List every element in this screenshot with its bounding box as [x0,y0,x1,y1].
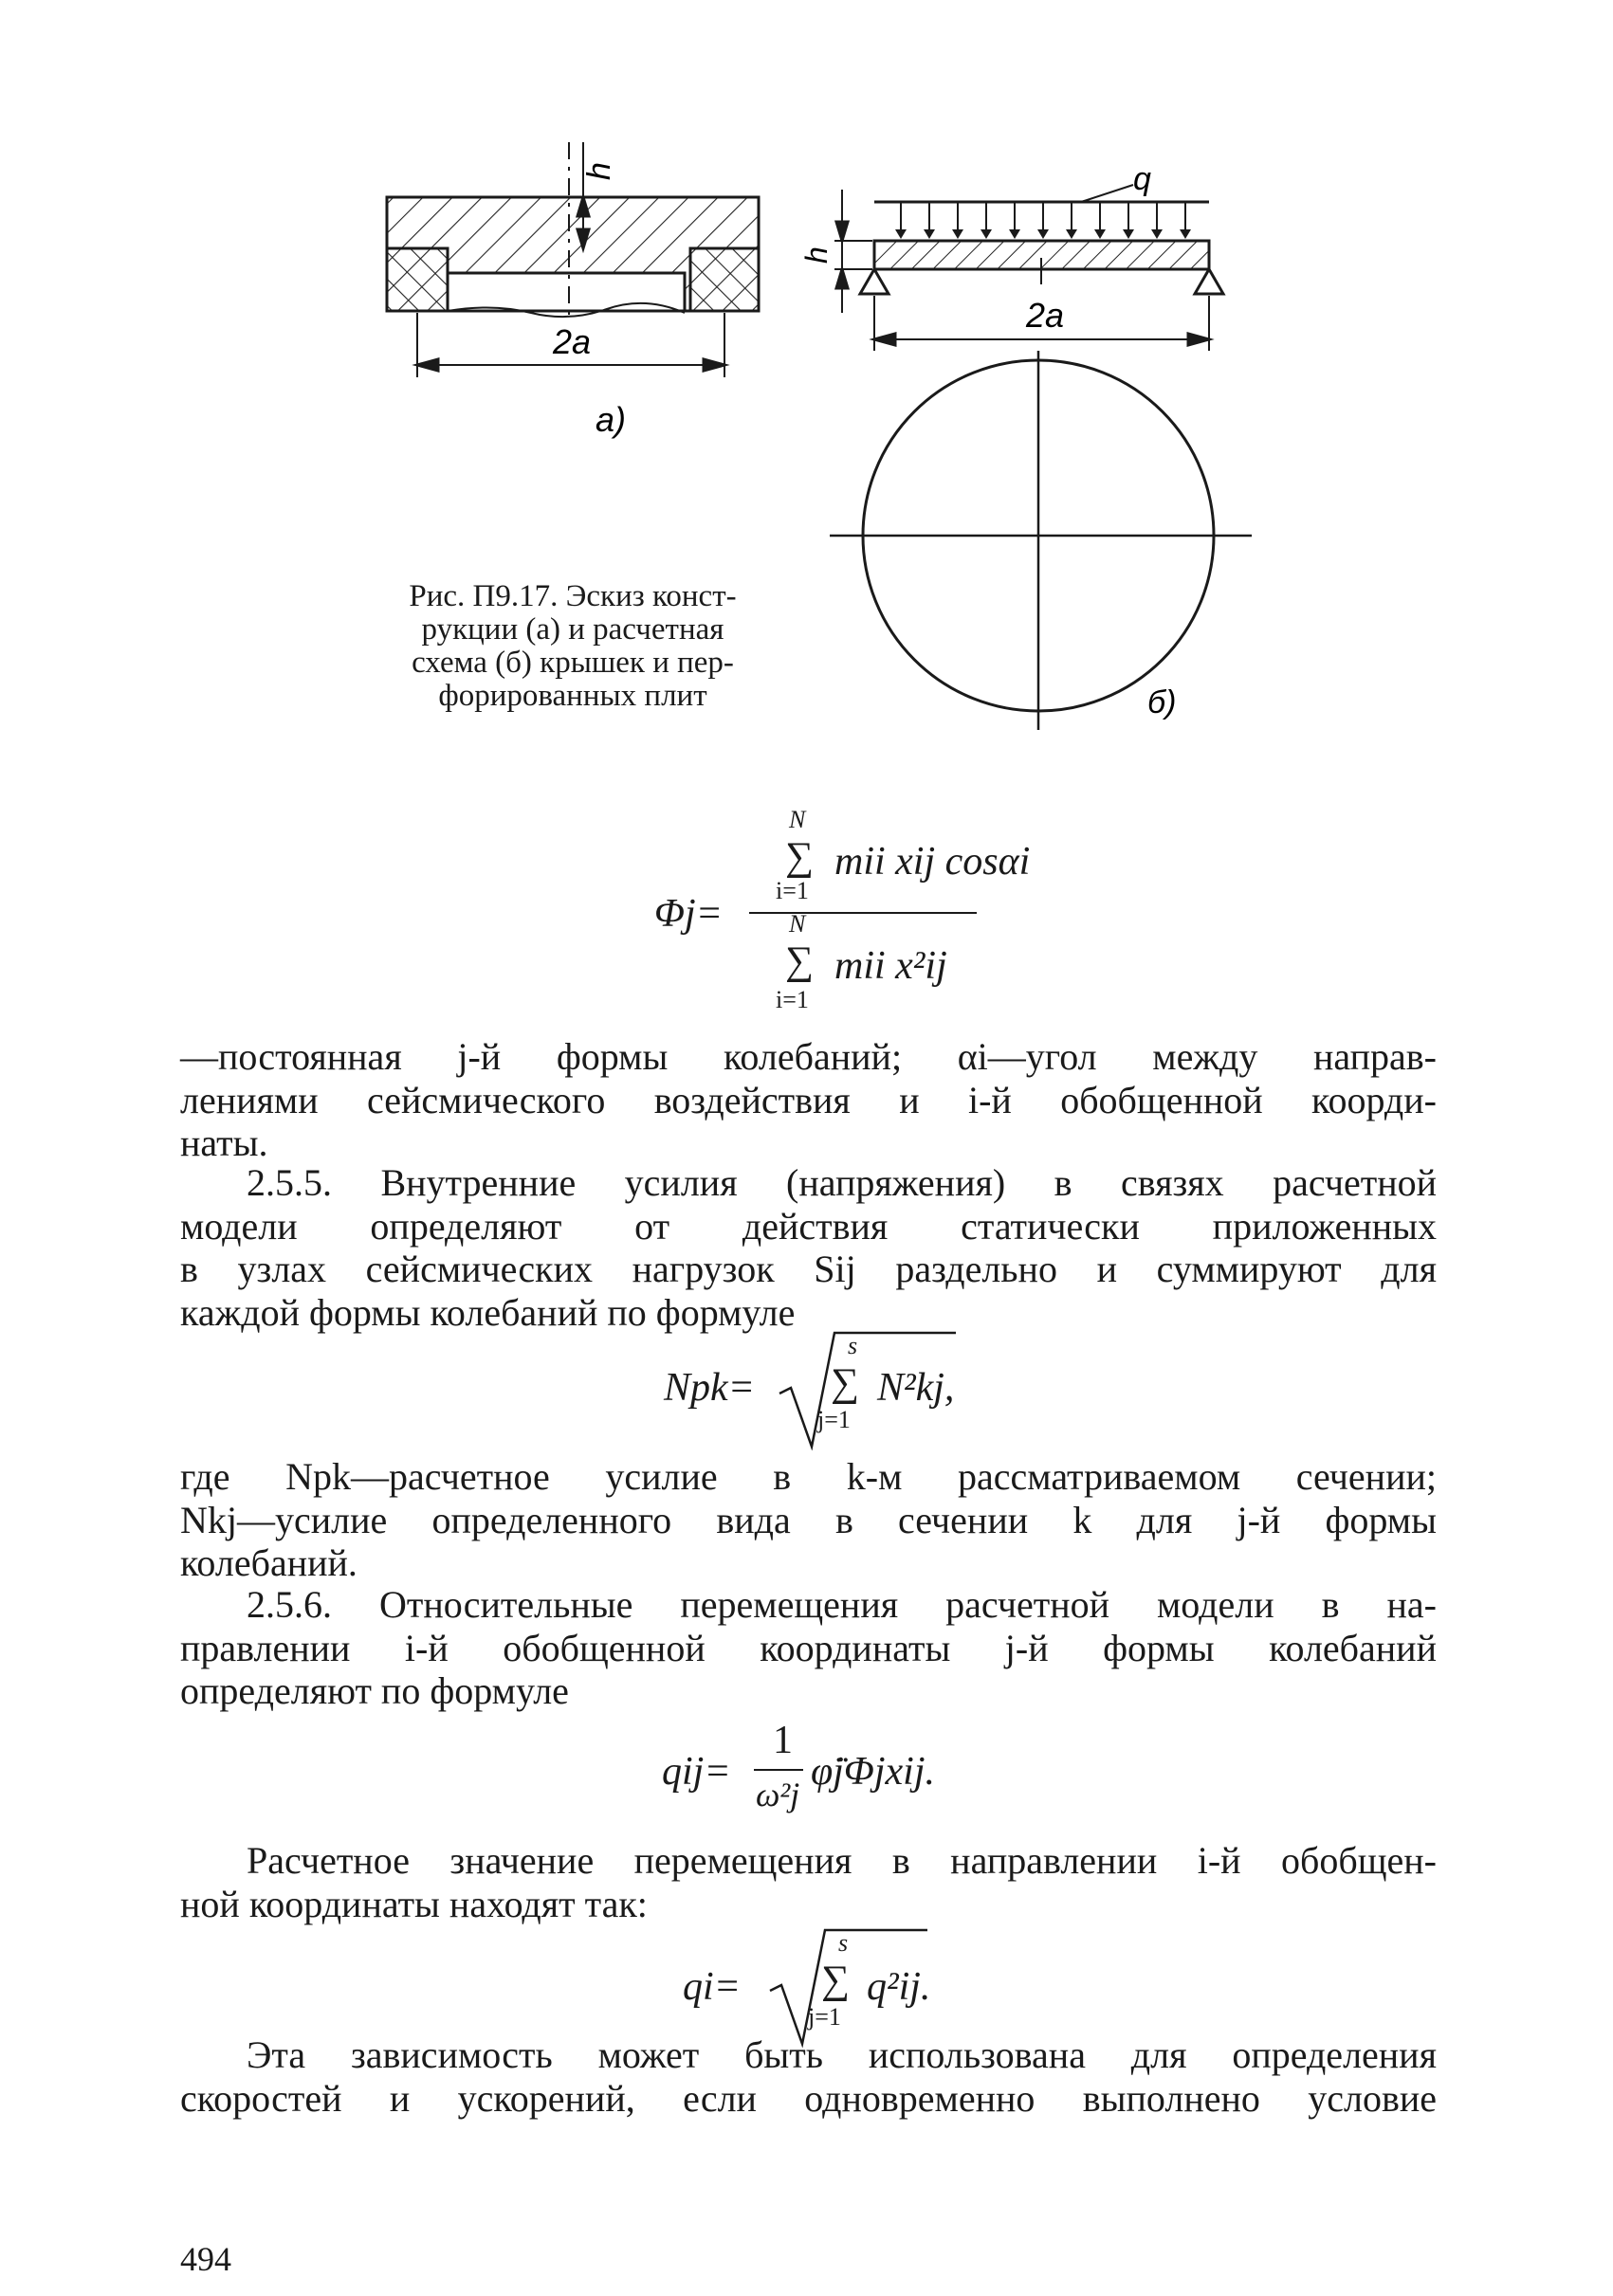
sum-sign: ∑ [785,835,814,879]
dim-2a-left: 2a [553,322,592,361]
paragraph-2-5-6 [180,1583,1437,1713]
n-term: N²kj, [877,1366,955,1410]
sum-sign: ∑ [831,1361,859,1405]
sum-bottom: j=1 [817,1406,851,1433]
text-line: модели определяют от действия статически приложенных [180,1204,1437,1248]
paragraph-final [180,2033,1437,2120]
caption-line: рукции (а) и расчетная [421,612,724,647]
h-label-right: h [799,246,834,264]
figure-caption [374,580,772,713]
caption-line: форированных плит [438,679,707,713]
sum-top: s [838,1929,849,1957]
qij-rhs: φ̈jΦjxij. [811,1750,936,1794]
page-number: 494 [180,2240,231,2278]
text-line: 2.5.5. Внутренние усилия (напряжения) в связях расчетной [247,1161,1437,1204]
caption-line: Рис. П9.17. Эскиз конст- [409,579,737,613]
sum-top: N [789,910,806,938]
sum-sign: ∑ [821,1959,850,2002]
caption-line: схема (б) крышек и пер- [412,646,734,680]
sum-top: s [848,1332,858,1359]
dim-2a-right: 2a [1026,296,1065,335]
sum-top: N [789,806,806,833]
fraction-num: 1 [773,1719,793,1762]
n-lhs: Npk= [664,1366,755,1410]
text-line: определяют по формуле [180,1669,569,1712]
text-line: ной координаты находят так: [180,1882,648,1925]
fraction-bar [749,912,977,914]
fraction-bar [754,1769,803,1771]
label-b: б) [1147,684,1177,720]
text-line: в узлах сейсмических нагрузок Sij раздельно и суммируют для [180,1248,1437,1290]
text-line: 2.5.6. Относительные перемещения расчетной модели в на- [247,1583,1437,1626]
label-a: a) [596,400,627,439]
text-line: наты. [180,1121,268,1164]
paragraph-where [180,1455,1437,1585]
scheme-b [830,185,1252,730]
text-line: правлении i-й обобщенной координаты j-й формы колебаний [180,1626,1437,1669]
qi-lhs: qi= [683,1965,742,2009]
figure-p9-17 [0,0,1613,777]
text-line: где Npk—расчетное усилие в k-м рассматриваемом сечении; [180,1455,1437,1498]
phi-lhs: Φj= [654,892,723,936]
text-line: скоростей и ускорений, если одновременно выполнено условие [180,2076,1437,2120]
text-line: Расчетное значение перемещения в направлении i-й обобщен- [247,1839,1437,1882]
paragraph-design-value [180,1839,1437,1925]
paragraph-1 [180,1035,1437,1165]
sum-sign: ∑ [785,939,814,983]
qi-term: q²ij. [867,1965,931,2009]
text-line: Nkj—усилие определенного вида в сечении k для j-й формы [180,1498,1437,1541]
text-line: лениями сейсмического воздействия и i-й обобщенной коорди- [180,1078,1437,1121]
fraction-den: ω²j [756,1776,800,1813]
sum-bottom: j=1 [808,2003,841,2031]
sum-bottom: i=1 [776,877,809,904]
phi-numerator: mii xij cosαi [834,840,1031,884]
q-label: q [1133,161,1151,197]
text-line: колебаний. [180,1541,357,1584]
text-line: каждой формы колебаний по формуле [180,1290,796,1334]
text-line: —постоянная j-й формы колебаний; αi—угол между направ- [180,1035,1437,1078]
qij-lhs: qij= [662,1750,731,1794]
phi-denominator: mii x²ij [834,944,947,988]
h-label-left: h [581,162,617,180]
sum-bottom: i=1 [776,986,809,1013]
text-line: Эта зависимость может быть использована для определения [247,2033,1437,2076]
paragraph-2-5-5 [180,1161,1437,1334]
